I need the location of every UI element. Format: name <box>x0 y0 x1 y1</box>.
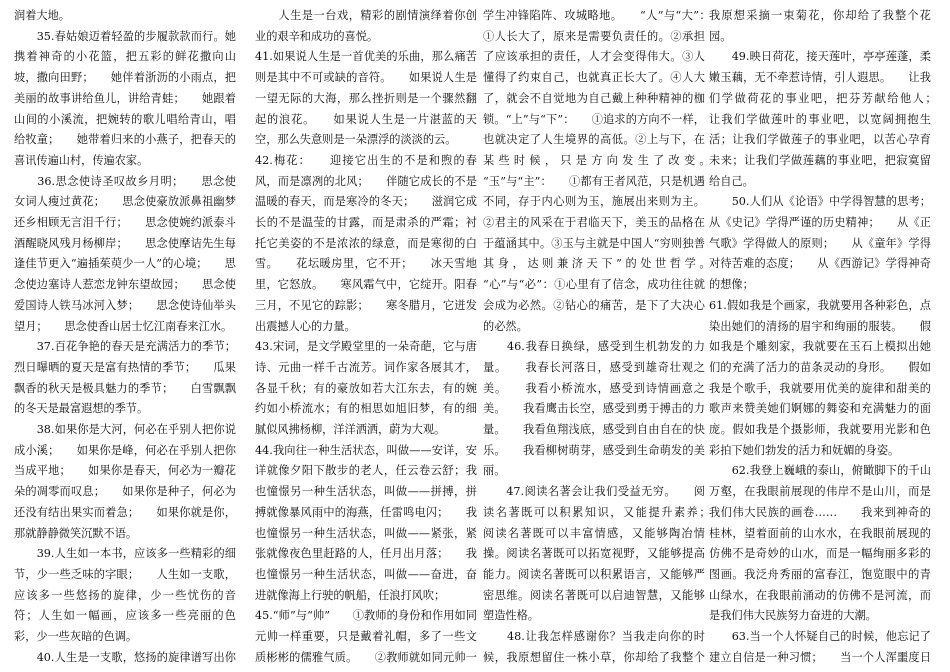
paragraph: 63.当一个人怀疑自己的时候，他忘记了建立自信是一种习惯； 当一个人浑噩度日 <box>709 630 931 664</box>
paragraph: 38.如果你是大河，何必在乎别人把你说成小溪； 如果你是峰，何必在乎别人把你当成平地； 如果你是春天，何必为一瓣花朵的凋零而叹息； 如果你是种子，何必为还没有结出果实而着急； 如果你就是你，那就静静微笑沉默不语。 <box>14 423 236 540</box>
paragraph: 47.阅读名著会让我们受益无穷。 阅读名著既可以积累知识，又能提升素养； 阅读名著既可以丰富情感，又能够陶冶情操。阅读名著既可以拓宽视野，又能够提高能力。阅读名著既可以积累语言，又能够严密思维。阅读名著既可以启迪智慧，又能够塑造性格。 <box>483 485 705 623</box>
text-column-1 <box>14 6 236 666</box>
paragraph: 37.百花争艳的春天是充满活力的季节；烈日曝晒的夏天是富有热情的季节； 瓜果飘香的秋天是极具魅力的季节； 白雪飘飘的冬天是最富遐想的季节。 <box>14 340 236 416</box>
paragraph: 41.如果说人生是一首优美的乐曲，那么痛苦则是其中不可或缺的音符。 如果说人生是一望无际的大海，那么挫折则是一个骤然翻起的浪花。 如果说人生是一片湛蓝的天空，那么失意则是一朵漂浮的淡淡的云。 <box>255 50 477 147</box>
paragraph: 我原想采摘一束菊花，你却给了我整个花园。 <box>709 9 931 43</box>
paragraph: 46.我春日换绿，感受到生机勃发的力量。 我春长河落日，感受到雄奇壮观之美。 我看小桥流水，感受到诗情画意之美。 我看鹰击长空，感受到勇于搏击的力量。 我看鱼翔浅底，感受到自由自在的快乐。 我看柳树萌芽，感受到生命萌发的美丽。 <box>483 340 705 478</box>
text-column-3 <box>483 6 705 666</box>
paragraph: 62.我登上巍峨的泰山，俯瞰脚下的千山万壑，在我眼前展现的伟岸不是山川，而是我们伟大民族的画卷…… 我来到神奇的桂林，望着面前的山水水，在我眼前展现的仿佛不是奇妙的山水，而是一幅绚丽多彩的图画。我泛舟秀丽的富春江，饱览眼中的青山绿水，在我眼前涌动的仿佛不是河流，而是我们伟大民族努力奋进的大潮。 <box>709 464 931 623</box>
paragraph: 61.假如我是个画家，我就要用各种彩色，点染出她们的清扬的眉宇和绚丽的服装。 假如我是个雕刻家，我就要在玉石上模拟出她们的充满了活力的苗条灵动的身形。 假如我是个歌手，我就要用优美的旋律和甜美的歌声来赞美她们婀娜的舞姿和充满魅力的面庞。假如我是个摄影师，我就要用光影和色彩拍下她们勃发的活力和妩媚的身姿。 <box>709 298 931 457</box>
paragraph: 49.映日荷花，接天莲叶，亭亭莲蓬，柔嫩玉藕，无不牵惹诗情，引人遐思。 让我们学做荷花的事业吧，把芬芳献给他人； 让我们学做莲叶的事业吧，以宽阔拥抱生活；让我们学做莲子的事业吧，以苦心孕育未来；让我们学做莲藕的事业吧，把寂寞留给自己。 <box>709 50 931 188</box>
paragraph: 人生是一台戏，精彩的剧情演绎着你创业的艰辛和成功的喜悦。 <box>255 9 477 43</box>
paragraph: 50.人们从《论语》中学得智慧的思考；从《史记》学得严谨的历史精神； 从《正气歌》学得做人的原则； 从《童年》学得对待苦难的态度； 从《西游记》学得神奇的想像； <box>709 195 931 292</box>
paragraph: 42.梅花： 迎接它出生的不是和煦的春风，而是凛冽的北风； 伴随它成长的不是温暖的春天，而是寒冷的冬天； 滋润它成长的不是温莹的甘露，而是肃杀的严霜；衬托它美姿的不是浓浓的绿意，而是寒彻的白雪。 花坛暖房里，它不开； 冰天雪地里，它怒放。 寒风霜气中，它绽开。阳春三月，不见它的踪影； 寒冬腊月，它迸发出震撼人心的力量。 <box>255 153 477 333</box>
paragraph: 44.我向往一种生活状态，叫做——安详，安详就像夕阳下散步的老人，任云卷云舒；我也憧憬另一种生活状态，叫做——拼搏，拼搏就像暴风雨中的海燕，任雷鸣电闪； 我也憧憬另一种生活状态，叫做——紧张，紧张就像夜色里赶路的人，任月出月落； 我也憧憬另一种生活状态，叫做——奋进，奋进就像海上行驶的帆船，任浪打风吹； <box>255 443 477 602</box>
paragraph: 45.“师”与“帅” ①教师的身份和作用如同元帅一样重要，只是戴着礼帽，多了一些文质彬彬的儒雅气质。 ②教师就如同元帅一 <box>255 609 477 664</box>
paragraph: 43.宋词，是文学殿堂里的一朵奇葩，它与唐诗、元曲一样千古流芳。词作家各展其才，各显千秋；有的豪放如若大江东去，有的婉约如小桥流水；有的相思如旭旧梦，有的细腻似风拂杨柳，洋洋洒洒，蔚为大观。 <box>255 340 477 437</box>
paragraph: 40.人生是一支歌，悠扬的旋律谱写出你 <box>36 650 236 664</box>
paragraph: 学生冲锋陷阵、攻城略地。 “人”与“大”： ①人长大了，原来是需要负责任的。②承担了应该承担的责任，人才会变得伟大。③人懂得了约束自己，也就真正长大了。④人大了，就会不自觉地为自己戴上种种精神的枷锁。“上”与“下”： ①追求的方向不一样，也就决定了人生境界的高低。②上与下，在某些时候，只是方向发生了改变。 “玉”与“主”： ①都有王者风范，只是机遇不同，存于内心则为玉，施展出来则为主。②君主的风采在于君临天下，美玉的品格在于蕴涵其中。③玉与主就是中国人“穷则独善其身，达则兼济天下”的处世哲学。 “心”与“必”：①心里有了信念，成功往往就会成为必然。②钻心的痛苦，是下了大决心的必然。 <box>483 9 705 333</box>
text-column-2 <box>255 6 477 666</box>
paragraph: 35.春姑娘迈着轻盈的步履款款而行。她携着神奇的小花篮，把五彩的鲜花撒向山坡，撒向田野； 她伴着浙沥的小雨点，把美丽的故事讲给鱼儿，讲给青蛙； 她跟着山间的小溪流，把婉转的歌儿唱给青山，唱给牧童； 她带着归来的小燕子，把春天的喜讯传遍山村，传遍农家。 <box>14 29 236 167</box>
paragraph: 润着大地。 <box>14 9 70 22</box>
paragraph: 36.思念使诗圣叹故乡月明； 思念使女词人瘦过黄花； 思念使豪放派鼻祖幽梦还乡相顾无言泪千行； 思念使婉约派泰斗酒醒晓风残月杨柳岸； 思念使摩诘先生每逢佳节更入“遍插茱萸少一人”的心境； 思念使边塞诗人惹恋龙钟东望故园； 思念使爱国诗人铁马冰河入梦； 思念使诗仙举头望月； 思念使香山居士忆江南春来江水。 <box>14 174 236 333</box>
paragraph: 48.让我怎样感谢你？当我走向你的时候，我原想留住一株小草，你却给了我整个 <box>483 630 705 664</box>
text-column-4 <box>709 6 931 666</box>
paragraph: 39.人生如一本书，应该多一些精彩的细节，少一些乏味的字眼； 人生如一支歌，应该多一些悠扬的旋律，少一些忧伤的音符；人生如一幅画，应该多一些亮丽的色彩，少一些灰暗的色调。 <box>14 547 236 644</box>
